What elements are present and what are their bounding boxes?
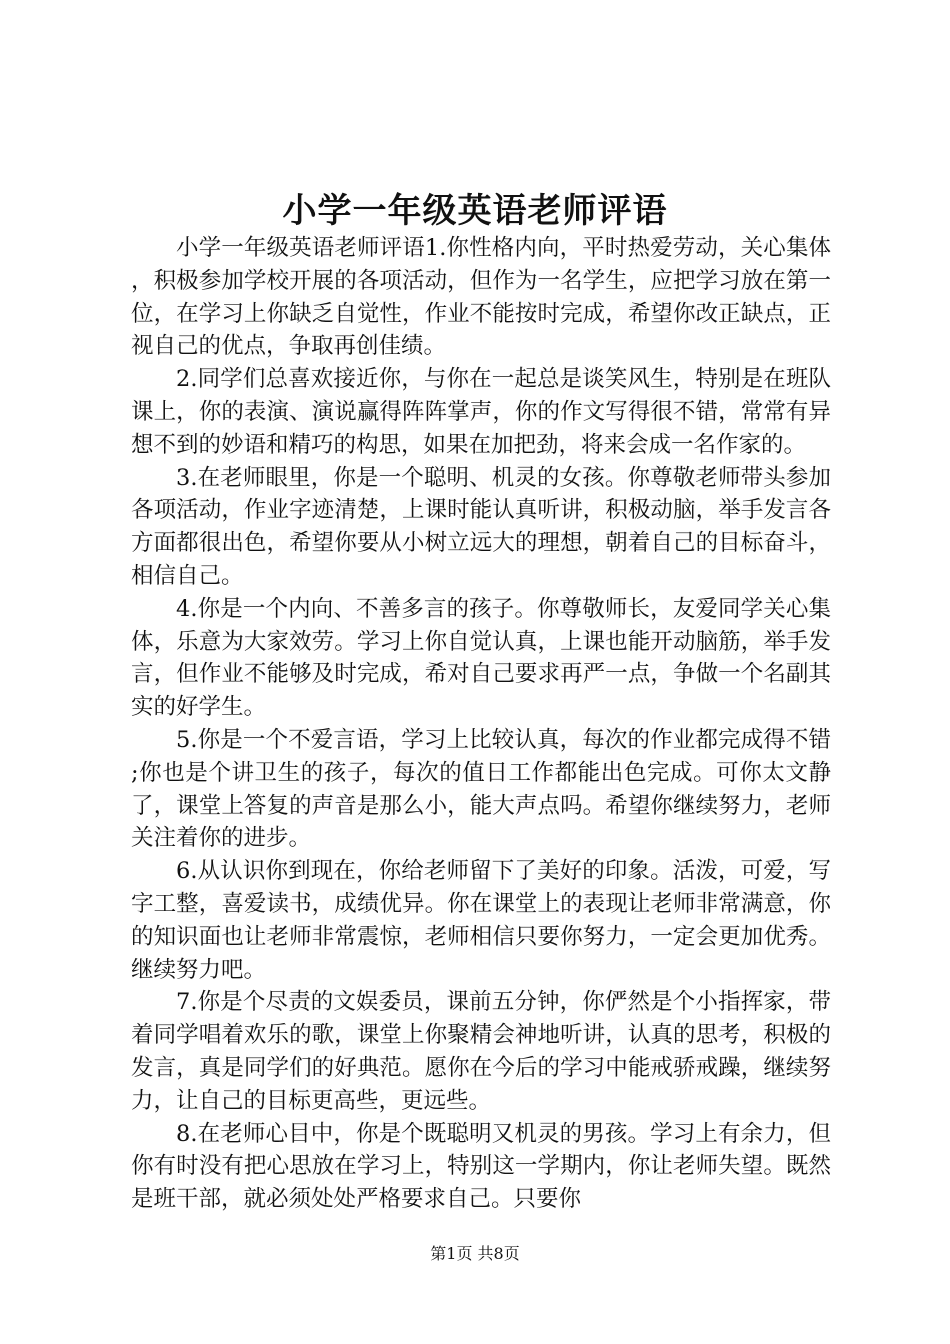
document-title: 小学一年级英语老师评语	[282, 191, 668, 231]
paragraph-1: 小学一年级英语老师评语1.你性格内向，平时热爱劳动，关心集体，积极参加学校开展的各项活动，但作为一名学生，应把学习放在第一位，在学习上你缺乏自觉性，作业不能按时完成，希望你改正缺点，正视自己的优点，争取再创佳绩。	[131, 235, 831, 360]
paragraph-2: 2.同学们总喜欢接近你，与你在一起总是谈笑风生，特别是在班队课上，你的表演、演说赢得阵阵掌声，你的作文写得很不错，常常有异想不到的妙语和精巧的构思，如果在加把劲，将来会成一名作家的。	[131, 366, 831, 458]
paragraph-8: 8.在老师心目中，你是个既聪明又机灵的男孩。学习上有余力，但你有时没有把心思放在学习上，特别这一学期内，你让老师失望。既然是班干部，就必须处处严格要求自己。只要你	[131, 1120, 831, 1213]
paragraph-7: 7.你是个尽责的文娱委员，课前五分钟，你俨然是个小指挥家，带着同学唱着欢乐的歌，课堂上你聚精会神地听讲，认真的思考，积极的发言，真是同学们的好典范。愿你在今后的学习中能戒骄戒躁，继续努力，让自己的目标更高些，更远些。	[131, 989, 831, 1114]
paragraph-4: 4.你是一个内向、不善多言的孩子。你尊敬师长，友爱同学关心集体，乐意为大家效劳。学习上你自觉认真，上课也能开动脑筋，举手发言，但作业不能够及时完成，希对自己要求再严一点，争做一个名副其实的好学生。	[131, 595, 831, 721]
page-number: 第1页 共8页	[430, 1244, 520, 1263]
document-body	[131, 232, 831, 1216]
paragraph-3: 3.在老师眼里，你是一个聪明、机灵的女孩。你尊敬老师带头参加各项活动，作业字迹清楚，上课时能认真听讲，积极动脑，举手发言各方面都很出色，希望你要从小树立远大的理想，朝着自己的目标奋斗，相信自己。	[131, 464, 831, 589]
paragraph-6: 6.从认识你到现在，你给老师留下了美好的印象。活泼，可爱，写字工整，喜爱读书，成绩优异。你在课堂上的表现让老师非常满意，你的知识面也让老师非常震惊，老师相信只要你努力，一定会更加优秀。继续努力吧。	[131, 858, 831, 983]
paragraph-5: 5.你是一个不爱言语，学习上比较认真，每次的作业都完成得不错;你也是个讲卫生的孩子，每次的值日工作都能出色完成。可你太文静了，课堂上答复的声音是那么小，能大声点吗。希望你继续努力，老师关注着你的进步。	[131, 726, 831, 852]
